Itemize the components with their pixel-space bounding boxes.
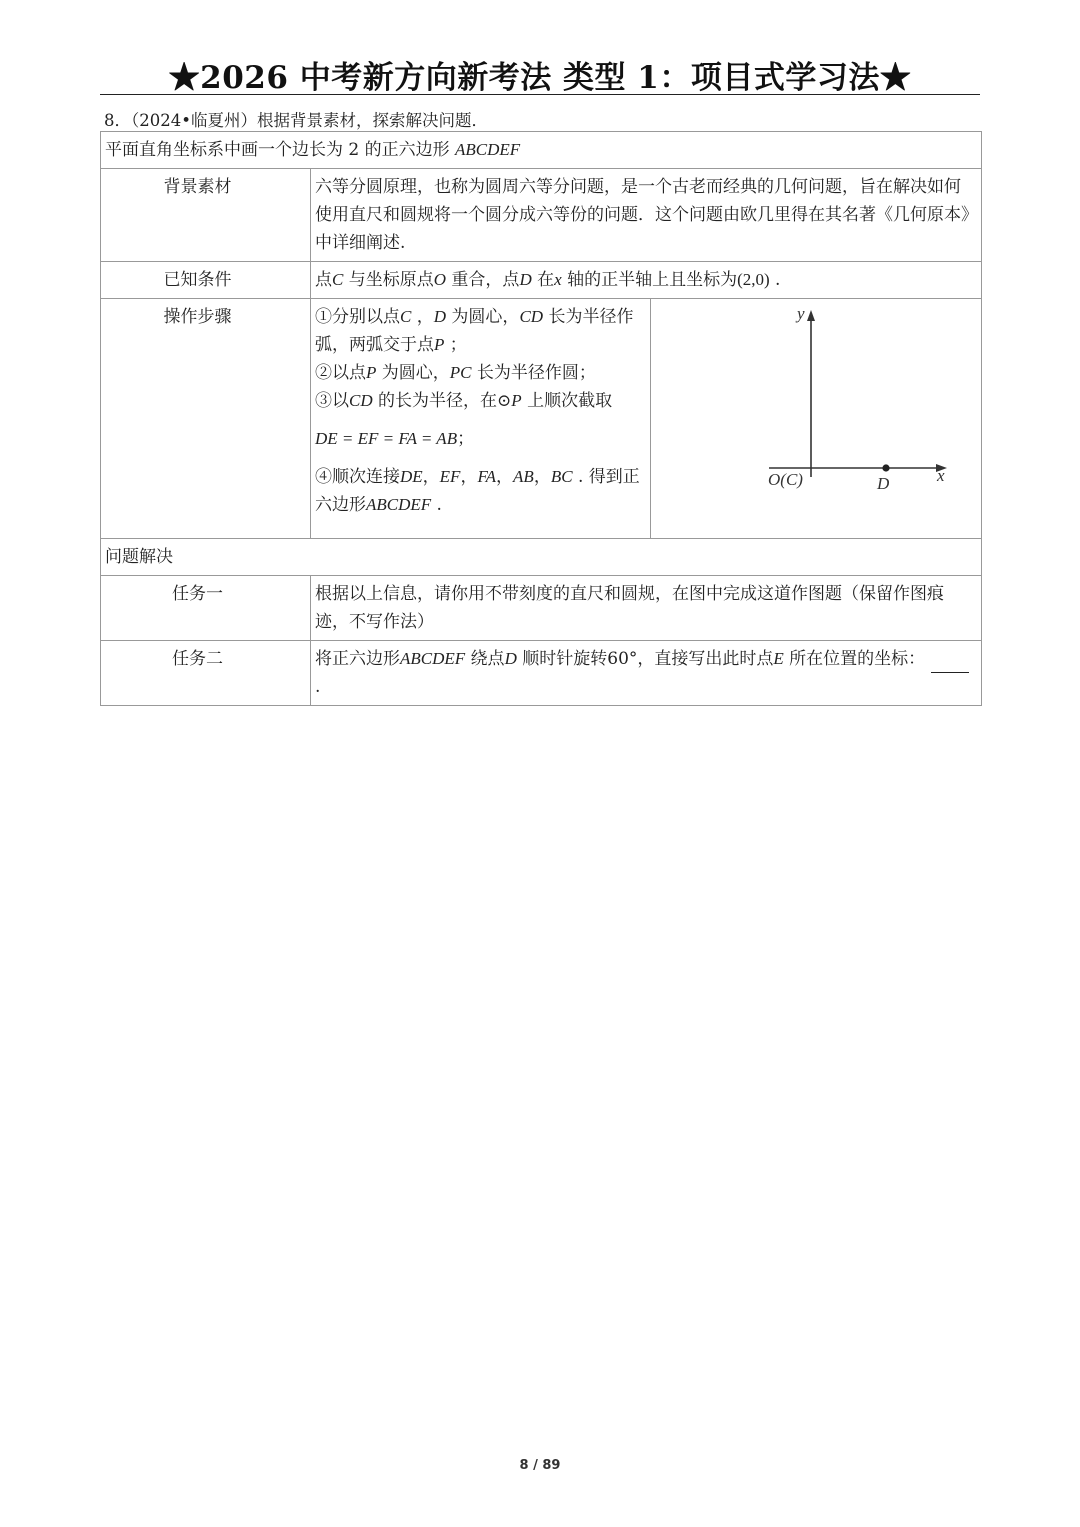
task2-label: 任务二 [101,641,311,706]
page-number: 8 / 89 [519,1458,561,1473]
task1-label: 任务一 [101,576,311,641]
title-text: 平面直角坐标系中画一个边长为 2 的正六边形 [105,140,456,160]
known-row [101,262,982,299]
background-text: 六等分圆原理，也称为圆周六等分问题，是一个古老而经典的几何问题，旨在解决如何使用直尺和圆规将一个圆分成六等份的问题．这个问题由欧几里得在其名著《几何原本》中详细阐述. [311,169,982,262]
step-2: ②以点P 为圆心，PC 长为半径作圆； [315,363,596,383]
steps-cell [311,299,982,539]
title-hexagon-name: ABCDEF [455,140,521,159]
background-label: 背景素材 [101,169,311,262]
title-row [101,132,982,169]
step-4: ④顺次连接DE，EF，FA，AB，BC . 得到正六边形ABCDEF . [315,467,640,515]
origin-label: O(C) [768,470,803,489]
known-text: 点C 与坐标原点O 重合，点D 在x 轴的正半轴上且坐标为(2,0) . [311,262,982,299]
task1-text: 根据以上信息，请你用不带刻度的直尺和圆规，在图中完成这道作图题（保留作图痕迹，不写作法） [311,576,982,641]
point-d-label: D [877,474,890,493]
steps-row [101,299,982,539]
task1-row [101,576,982,641]
coordinate-plane [651,299,981,529]
header-rule [100,94,980,95]
steps-text [311,299,651,538]
steps-label: 操作步骤 [101,299,311,539]
background-row [101,169,982,262]
y-axis-label: y [797,304,805,323]
title-cell [101,132,982,169]
document-header-title: ★2026 中考新方向新考法 类型 1：项目式学习法★ [168,60,912,96]
coordinate-figure [651,299,981,538]
step-1: ①分别以点C ，D 为圆心，CD 长为半径作弧，两弧交于点P ； [315,307,634,355]
answer-blank[interactable] [931,654,969,673]
problem-label: 问题解决 [101,539,982,576]
x-axis-label: x [937,466,945,485]
step-3: ③以CD 的长为半径，在⊙P 上顺次截取 [315,391,613,411]
task2-row [101,641,982,706]
step-3-equation: DE = EF = FA = AB； [315,429,475,449]
problem-table [100,131,982,706]
point-d [882,464,889,471]
known-label: 已知条件 [101,262,311,299]
y-axis-arrow [807,310,815,321]
task2-text: 将正六边形ABCDEF 绕点D 顺时针旋转60°，直接写出此时点E 所在位置的坐标：. [311,641,982,706]
problem-header-row [101,539,982,576]
question-stem: 8．（2024•临夏州）根据背景素材，探索解决问题． [104,111,488,130]
